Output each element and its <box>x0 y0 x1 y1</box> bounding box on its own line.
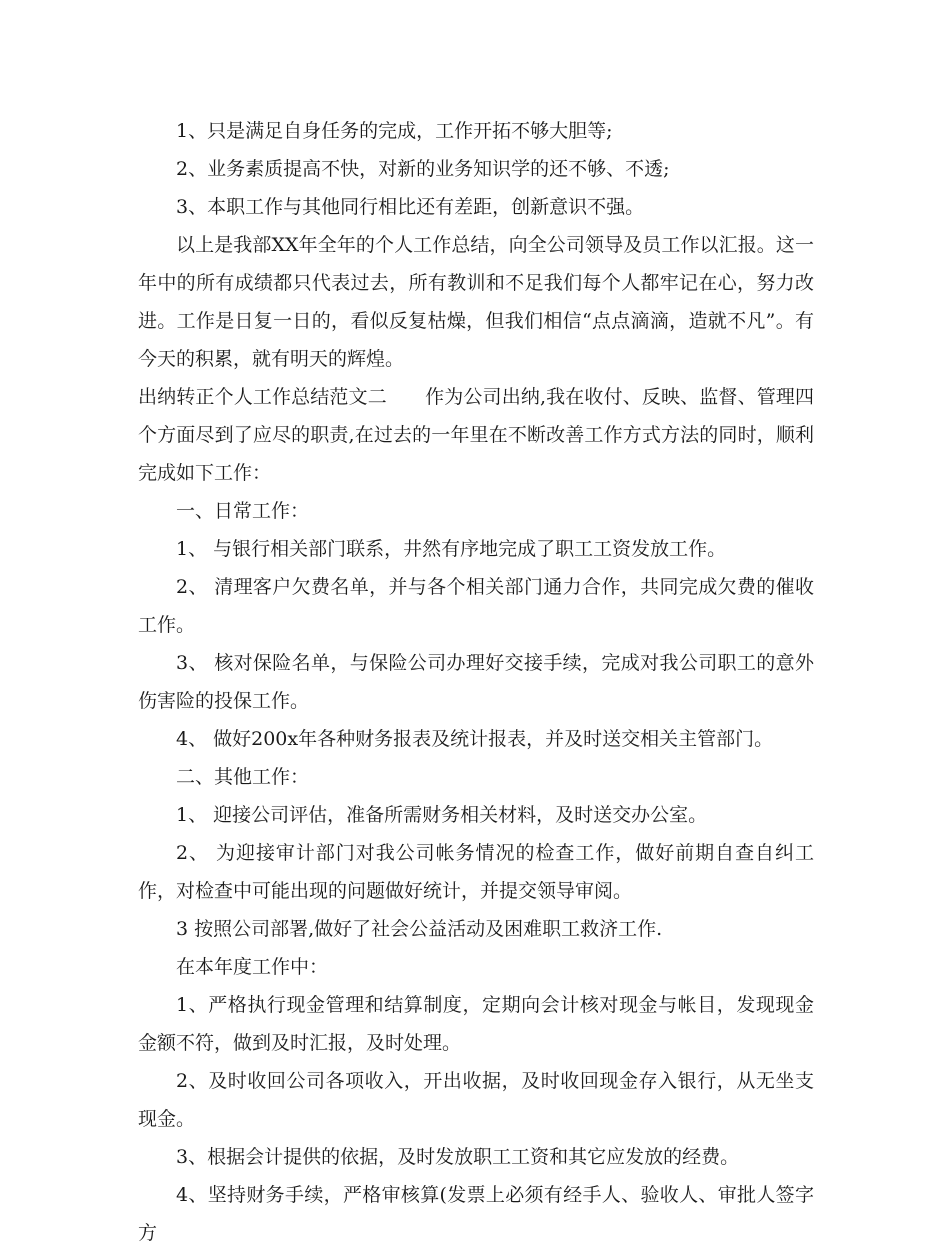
section-title-paragraph: 出纳转正个人工作总结范文二 作为公司出纳,我在收付、反映、监督、管理四个方面尽到了应尽的职责,在过去的一年里在不断改善工作方式方法的同时，顺利完成如下工作： <box>138 386 814 484</box>
list-item-other-3: 3 按照公司部署,做好了社会公益活动及困难职工救济工作. <box>176 918 663 940</box>
list-item-shortcoming-3: 3、本职工作与其他同行相比还有差距，创新意识不强。 <box>176 196 645 218</box>
document-body <box>138 112 814 1252</box>
list-item-year-2: 2、及时收回公司各项收入，开出收据，及时收回现金存入银行，从无坐支现金。 <box>138 1070 814 1130</box>
list-item-daily-4: 4、 做好200x年各种财务报表及统计报表，并及时送交相关主管部门。 <box>176 728 774 750</box>
list-item-year-4: 4、坚持财务手续，严格审核算(发票上必须有经手人、验收人、审批人签字方 <box>138 1184 814 1244</box>
list-item-shortcoming-2: 2、业务素质提高不快，对新的业务知识学的还不够、不透; <box>176 158 670 180</box>
list-item-other-1: 1、 迎接公司评估，准备所需财务相关材料，及时送交办公室。 <box>176 804 708 826</box>
heading-this-year: 在本年度工作中： <box>176 956 329 978</box>
list-item-daily-1: 1、 与银行相关部门联系，井然有序地完成了职工工资发放工作。 <box>176 538 727 560</box>
list-item-year-3: 3、根据会计提供的依据，及时发放职工工资和其它应发放的经费。 <box>176 1146 740 1168</box>
summary-paragraph: 以上是我部XX年全年的个人工作总结，向全公司领导及员工作以汇报。这一年中的所有成绩都只代表过去，所有教训和不足我们每个人都牢记在心，努力改进。工作是日复一日的，看似反复枯燥，但我们相信“点点滴滴，造就不凡”。有今天的积累，就有明天的辉煌。 <box>138 234 814 370</box>
list-item-year-1: 1、严格执行现金管理和结算制度，定期向会计核对现金与帐目，发现现金金额不符，做到及时汇报，及时处理。 <box>138 994 814 1054</box>
list-item-other-2: 2、 为迎接审计部门对我公司帐务情况的检查工作，做好前期自查自纠工作，对检查中可能出现的问题做好统计，并提交领导审阅。 <box>138 842 814 902</box>
list-item-shortcoming-1: 1、只是满足自身任务的完成，工作开拓不够大胆等; <box>176 120 613 142</box>
heading-other-work: 二、其他工作： <box>176 766 310 788</box>
list-item-daily-2: 2、 清理客户欠费名单，并与各个相关部门通力合作，共同完成欠费的催收工作。 <box>138 576 814 636</box>
list-item-daily-3: 3、 核对保险名单，与保险公司办理好交接手续，完成对我公司职工的意外伤害险的投保工作。 <box>138 652 814 712</box>
heading-daily-work: 一、日常工作： <box>176 500 310 522</box>
